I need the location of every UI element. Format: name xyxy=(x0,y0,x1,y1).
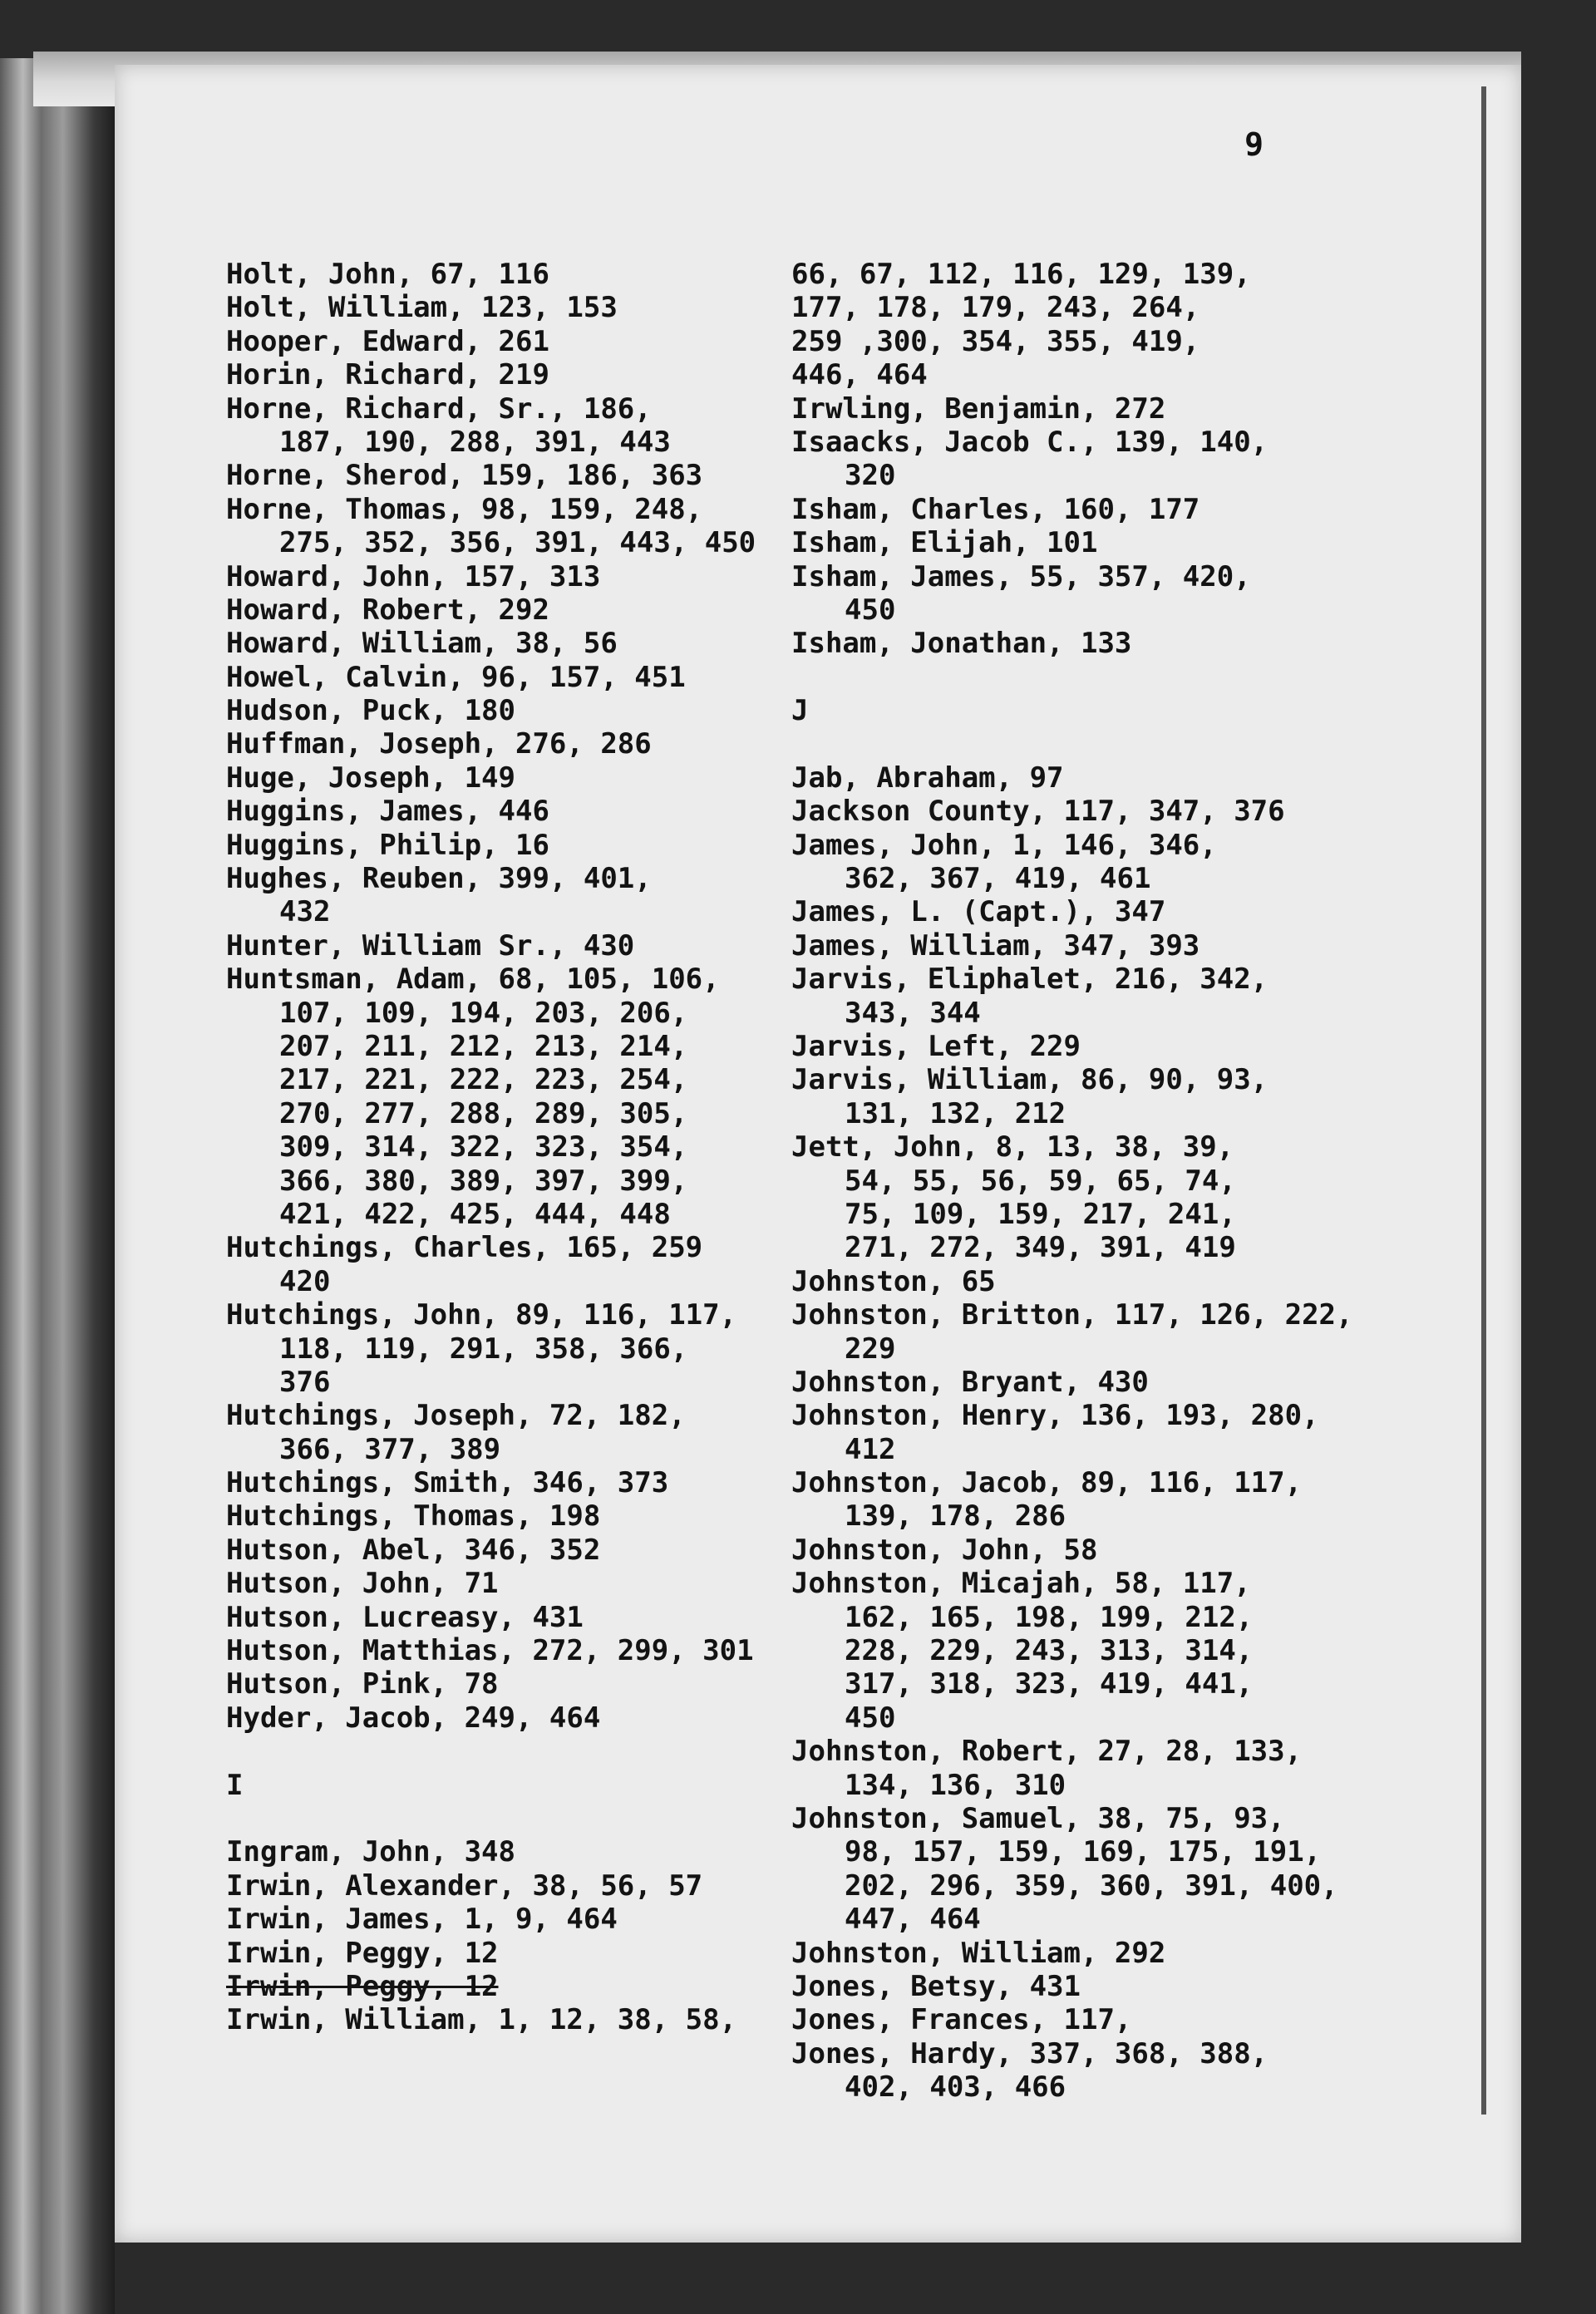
index-entry-line: Howard, William, 38, 56 xyxy=(226,627,618,661)
index-entry-line: Hutchings, John, 89, 116, 117, xyxy=(226,1298,737,1332)
index-entry-line: Huggins, James, 446 xyxy=(226,795,549,829)
index-entry-line: 162, 165, 198, 199, 212, xyxy=(845,1600,1254,1634)
index-entry-line: 228, 229, 243, 313, 314, xyxy=(845,1634,1254,1668)
index-entry-line: Hutson, Pink, 78 xyxy=(226,1667,499,1701)
index-entry-line: Irwin, Alexander, 38, 56, 57 xyxy=(226,1868,703,1903)
binding-edge xyxy=(0,58,115,2314)
index-entry-line: Johnston, Bryant, 430 xyxy=(791,1365,1149,1399)
index-entry-line: Johnston, Henry, 136, 193, 280, xyxy=(791,1399,1319,1433)
index-column-left xyxy=(226,258,756,2037)
blank-line xyxy=(226,1802,756,1835)
index-entry-line: Hutchings, Thomas, 198 xyxy=(226,1499,601,1534)
index-entry-line: 317, 318, 323, 419, 441, xyxy=(845,1667,1254,1701)
index-entry-line: Huntsman, Adam, 68, 105, 106, xyxy=(226,963,720,997)
index-entry-line: 202, 296, 359, 360, 391, 400, xyxy=(845,1868,1338,1903)
index-entry-line: Johnston, Robert, 27, 28, 133, xyxy=(791,1735,1303,1769)
index-entry-line: 421, 422, 425, 444, 448 xyxy=(279,1197,671,1231)
index-entry-line: 118, 119, 291, 358, 366, xyxy=(279,1332,688,1366)
index-entry-line: 362, 367, 419, 461 xyxy=(845,862,1151,896)
index-entry-line: I xyxy=(226,1768,244,1802)
index-entry-line: Johnston, 65 xyxy=(791,1264,996,1298)
index-entry-line: Isham, James, 55, 357, 420, xyxy=(791,559,1251,593)
index-entry-line: 54, 55, 56, 59, 65, 74, xyxy=(845,1164,1236,1198)
index-entry-line: 75, 109, 159, 217, 241, xyxy=(845,1197,1236,1231)
index-entry-line: 402, 403, 466 xyxy=(845,2070,1066,2105)
index-entry-line: 447, 464 xyxy=(845,1903,981,1937)
index-entry-line: 320 xyxy=(845,459,896,493)
page-right-edge xyxy=(1481,86,1486,2115)
index-entry-line: Howard, John, 157, 313 xyxy=(226,559,601,593)
index-entry-line: 229 xyxy=(845,1332,896,1366)
index-entry-line: Jarvis, Left, 229 xyxy=(791,1029,1081,1063)
index-entry-line: 139, 178, 286 xyxy=(845,1499,1066,1534)
index-entry-line: James, John, 1, 146, 346, xyxy=(791,828,1217,862)
index-entry-line: Irwin, William, 1, 12, 38, 58, xyxy=(226,2003,737,2037)
index-entry-line: 446, 464 xyxy=(791,358,928,392)
index-entry-line: Hutson, Matthias, 272, 299, 301 xyxy=(226,1634,754,1668)
index-entry-line: Hutson, Lucreasy, 431 xyxy=(226,1600,584,1634)
index-entry-line: 366, 380, 389, 397, 399, xyxy=(279,1164,688,1198)
index-entry-line: Jones, Hardy, 337, 368, 388, xyxy=(791,2036,1268,2070)
index-entry-line: Huggins, Philip, 16 xyxy=(226,828,549,862)
index-entry-line: Huge, Joseph, 149 xyxy=(226,761,515,795)
index-entry-line: Hyder, Jacob, 249, 464 xyxy=(226,1701,601,1735)
index-entry-line: 217, 221, 222, 223, 254, xyxy=(279,1063,688,1097)
index-entry-line: James, L. (Capt.), 347 xyxy=(791,895,1166,929)
index-entry-line: Howard, Robert, 292 xyxy=(226,593,549,627)
index-entry-line: Horne, Thomas, 98, 159, 248, xyxy=(226,492,703,526)
index-entry-line: 66, 67, 112, 116, 129, 139, xyxy=(791,258,1251,291)
index-entry-line: 412 xyxy=(845,1432,896,1466)
index-entry-line: Horne, Richard, Sr., 186, xyxy=(226,391,652,426)
index-entry-line: 309, 314, 322, 323, 354, xyxy=(279,1130,688,1164)
index-entry-line: Isham, Jonathan, 133 xyxy=(791,627,1132,661)
index-entry-line: Jab, Abraham, 97 xyxy=(791,761,1064,795)
index-entry-line: 207, 211, 212, 213, 214, xyxy=(279,1029,688,1063)
index-entry-line: Johnston, Britton, 117, 126, 222, xyxy=(791,1298,1353,1332)
index-entry-line: 134, 136, 310 xyxy=(845,1768,1066,1802)
blank-line xyxy=(791,727,1353,761)
index-entry-line: J xyxy=(791,694,809,728)
index-entry-line: Horin, Richard, 219 xyxy=(226,358,549,392)
index-entry-line: Johnston, Jacob, 89, 116, 117, xyxy=(791,1466,1303,1500)
index-entry-line: Johnston, Micajah, 58, 117, xyxy=(791,1567,1251,1601)
index-entry-line: Hughes, Reuben, 399, 401, xyxy=(226,862,652,896)
index-entry-line: Hutchings, Joseph, 72, 182, xyxy=(226,1399,686,1433)
index-entry-line: Jackson County, 117, 347, 376 xyxy=(791,795,1285,829)
index-entry-line: 420 xyxy=(279,1264,331,1298)
index-entry-line: 366, 377, 389 xyxy=(279,1432,501,1466)
index-entry-line: Jarvis, William, 86, 90, 93, xyxy=(791,1063,1268,1097)
index-entry-line: Holt, William, 123, 153 xyxy=(226,291,618,325)
index-entry-line: 271, 272, 349, 391, 419 xyxy=(845,1231,1236,1265)
index-entry-line: 131, 132, 212 xyxy=(845,1096,1066,1130)
index-entry-line: Irwin, Peggy, 12 xyxy=(226,1969,499,2003)
index-entry-line: James, William, 347, 393 xyxy=(791,928,1200,963)
blank-line xyxy=(226,1735,756,1768)
index-entry-line: 107, 109, 194, 203, 206, xyxy=(279,996,688,1030)
index-entry-line: Isham, Charles, 160, 177 xyxy=(791,492,1200,526)
index-entry-line: 98, 157, 159, 169, 175, 191, xyxy=(845,1835,1322,1869)
index-entry-line: 343, 344 xyxy=(845,996,981,1030)
index-entry-line: Jones, Frances, 117, xyxy=(791,2003,1132,2037)
index-entry-line: 450 xyxy=(845,1701,896,1735)
index-entry-line: Huffman, Joseph, 276, 286 xyxy=(226,727,652,761)
index-entry-line: Hutchings, Smith, 346, 373 xyxy=(226,1466,669,1500)
index-entry-line: Hunter, William Sr., 430 xyxy=(226,928,635,963)
index-entry-line: Irwin, Peggy, 12 xyxy=(226,1936,499,1970)
index-entry-line: 270, 277, 288, 289, 305, xyxy=(279,1096,688,1130)
index-entry-line: Howel, Calvin, 96, 157, 451 xyxy=(226,660,686,694)
index-entry-line: 187, 190, 288, 391, 443 xyxy=(279,425,671,459)
index-entry-line: Jarvis, Eliphalet, 216, 342, xyxy=(791,963,1268,997)
index-column-right xyxy=(791,258,1353,2104)
index-entry-line: 376 xyxy=(279,1365,331,1399)
index-entry-line: Jett, John, 8, 13, 38, 39, xyxy=(791,1130,1234,1164)
index-entry-line: Isham, Elijah, 101 xyxy=(791,526,1098,560)
index-entry-line: Horne, Sherod, 159, 186, 363 xyxy=(226,459,703,493)
index-entry-line: 177, 178, 179, 243, 264, xyxy=(791,291,1200,325)
index-entry-line: Isaacks, Jacob C., 139, 140, xyxy=(791,425,1268,459)
index-entry-line: Johnston, William, 292 xyxy=(791,1936,1166,1970)
index-entry-line: Ingram, John, 348 xyxy=(226,1835,515,1869)
index-entry-line: Johnston, Samuel, 38, 75, 93, xyxy=(791,1801,1285,1835)
blank-line xyxy=(791,661,1353,694)
index-entry-line: 432 xyxy=(279,895,331,929)
index-entry-line: 259 ,300, 354, 355, 419, xyxy=(791,324,1200,358)
index-entry-line: Hooper, Edward, 261 xyxy=(226,324,549,358)
index-entry-line: Hutson, Abel, 346, 352 xyxy=(226,1533,601,1567)
index-entry-line: 275, 352, 356, 391, 443, 450 xyxy=(279,526,756,560)
page-number: 9 xyxy=(1244,126,1264,163)
index-entry-line: Hudson, Puck, 180 xyxy=(226,694,515,728)
index-entry-line: Holt, John, 67, 116 xyxy=(226,258,549,291)
index-entry-line: Hutson, John, 71 xyxy=(226,1567,499,1601)
index-entry-line: Irwin, James, 1, 9, 464 xyxy=(226,1903,618,1937)
index-entry-line: 450 xyxy=(845,593,896,627)
index-entry-line: Irwling, Benjamin, 272 xyxy=(791,391,1166,426)
index-entry-line: Jones, Betsy, 431 xyxy=(791,1969,1081,2003)
index-entry-line: Hutchings, Charles, 165, 259 xyxy=(226,1231,703,1265)
index-entry-line: Johnston, John, 58 xyxy=(791,1533,1098,1567)
